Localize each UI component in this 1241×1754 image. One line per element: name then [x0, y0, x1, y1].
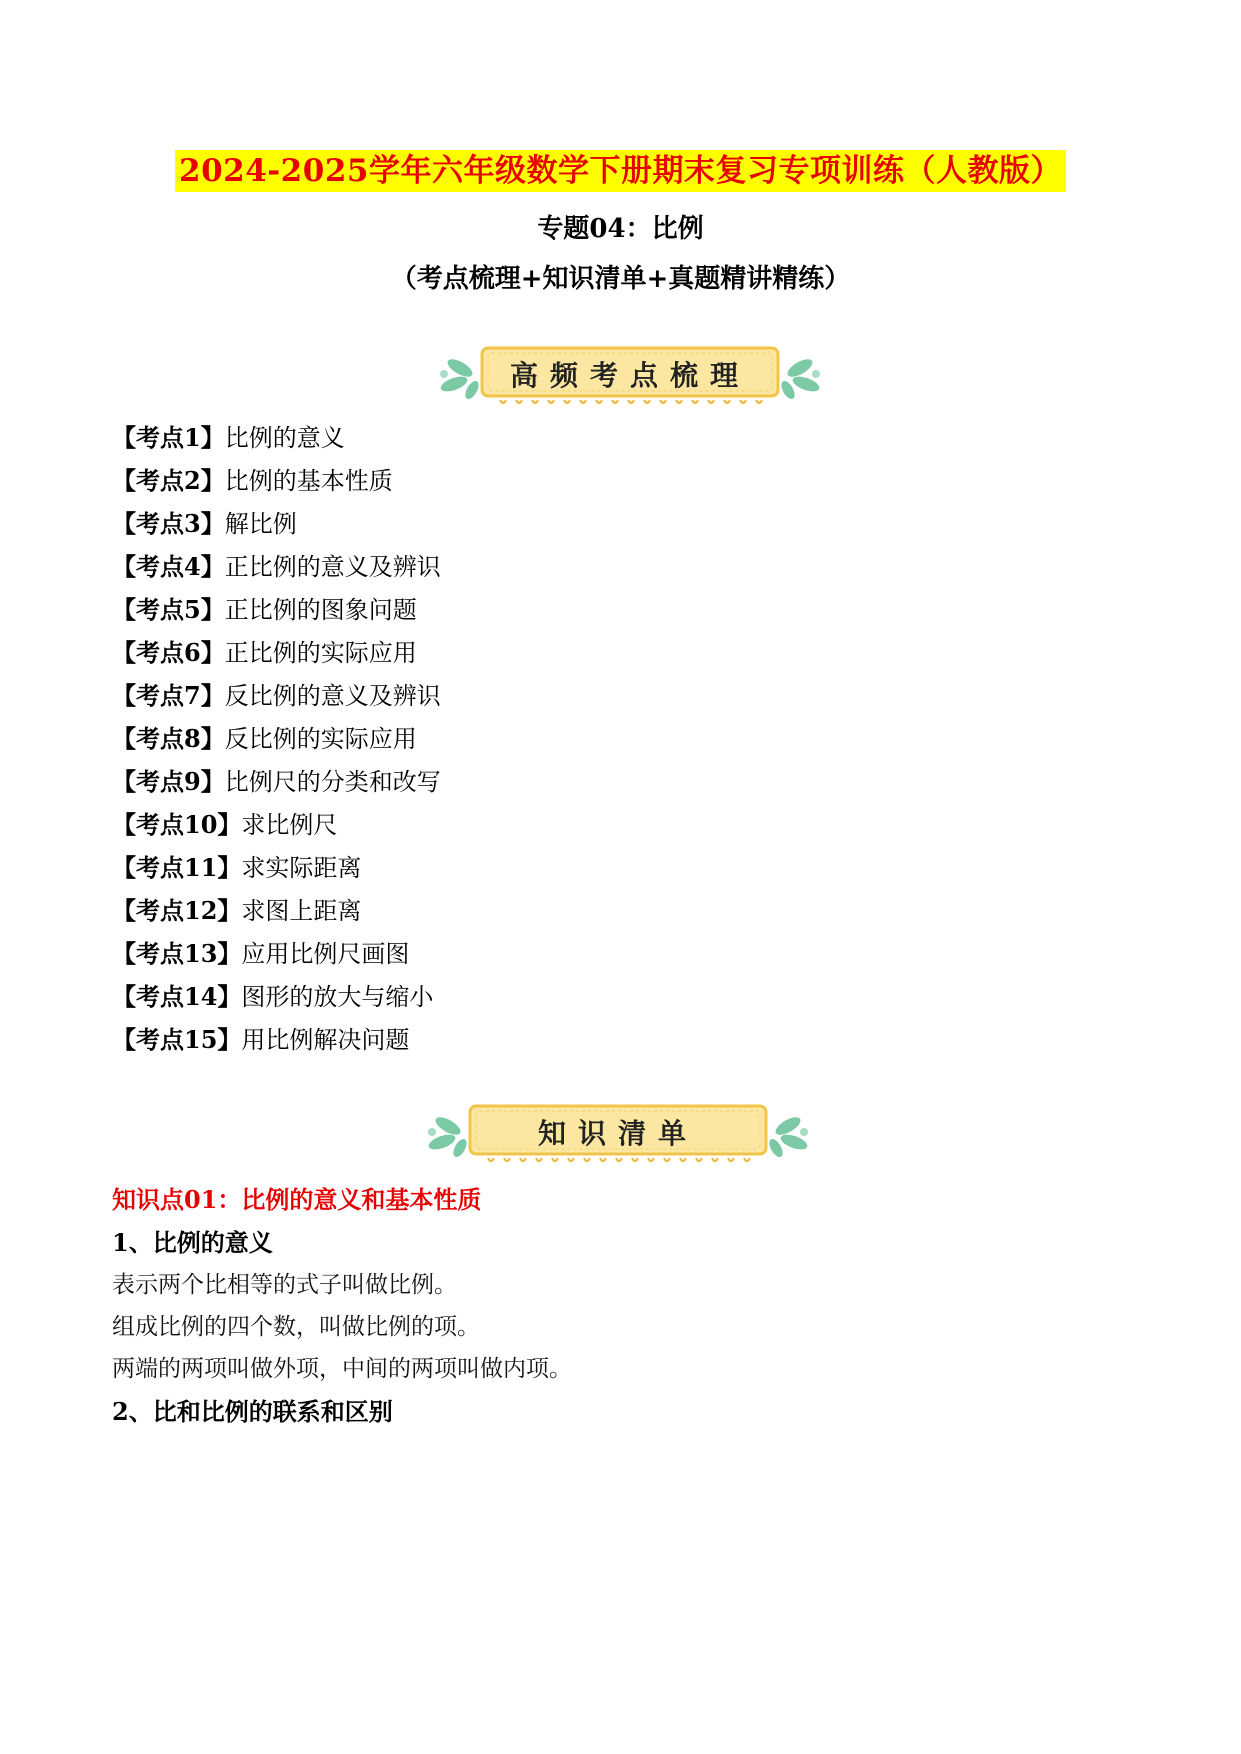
document-title: 2024-2025学年六年级数学下册期末复习专项训练（人教版）: [175, 150, 1066, 192]
knowledge-heading-1: 1、比例的意义: [112, 1228, 273, 1257]
list-item: [112, 760, 441, 803]
exam-point-text: 正比例的图象问题: [224, 596, 417, 624]
knowledge-text-line: 表示两个比相等的式子叫做比例。: [112, 1272, 457, 1298]
banner-label: 高频考点梳理: [509, 359, 750, 392]
exam-point-tag: 【考点8】: [112, 724, 225, 753]
section-banner-high-frequency: [430, 340, 830, 410]
list-item: [112, 631, 441, 674]
exam-point-tag: 【考点11】: [112, 853, 242, 882]
exam-point-tag: 【考点15】: [112, 1025, 242, 1054]
exam-point-tag: 【考点6】: [112, 638, 225, 667]
exam-point-tag: 【考点1】: [112, 423, 225, 452]
exam-point-tag: 【考点14】: [112, 982, 242, 1011]
exam-point-text: 比例的基本性质: [224, 467, 393, 495]
exam-point-text: 反比例的实际应用: [224, 725, 417, 753]
exam-point-text: 反比例的意义及辨识: [224, 682, 441, 710]
banner-label: 知识清单: [537, 1117, 698, 1150]
knowledge-text-line: 组成比例的四个数，叫做比例的项。: [112, 1314, 480, 1340]
exam-point-text: 正比例的意义及辨识: [224, 553, 441, 581]
document-tagline: （考点梳理+知识清单+真题精讲精练）: [390, 264, 851, 294]
exam-point-text: 比例尺的分类和改写: [224, 768, 441, 796]
exam-point-tag: 【考点13】: [112, 939, 242, 968]
exam-point-text: 求图上距离: [241, 897, 362, 925]
knowledge-section: [112, 1178, 1112, 1433]
list-item: [112, 803, 441, 846]
list-item: [112, 975, 441, 1018]
exam-point-tag: 【考点7】: [112, 681, 225, 710]
list-item: [112, 846, 441, 889]
knowledge-text-line: 两端的两项叫做外项，中间的两项叫做内项。: [112, 1356, 572, 1382]
knowledge-heading-2: 2、比和比例的联系和区别: [112, 1397, 393, 1426]
knowledge-point-title: 知识点01：比例的意义和基本性质: [112, 1185, 482, 1214]
exam-point-text: 解比例: [224, 510, 297, 538]
list-item: [112, 588, 441, 631]
exam-point-text: 应用比例尺画图: [241, 940, 410, 968]
exam-point-text: 图形的放大与缩小: [241, 983, 434, 1011]
list-item: [112, 459, 441, 502]
exam-point-text: 求实际距离: [241, 854, 362, 882]
list-item: [112, 1018, 441, 1061]
list-item: [112, 932, 441, 975]
exam-point-text: 正比例的实际应用: [224, 639, 417, 667]
list-item: [112, 416, 441, 459]
list-item: [112, 717, 441, 760]
list-item: [112, 674, 441, 717]
exam-point-tag: 【考点5】: [112, 595, 225, 624]
title-block: [0, 150, 1241, 192]
exam-point-list: [112, 416, 441, 1061]
exam-point-tag: 【考点12】: [112, 896, 242, 925]
exam-point-tag: 【考点3】: [112, 509, 225, 538]
list-item: [112, 889, 441, 932]
exam-point-text: 求比例尺: [241, 811, 338, 839]
list-item: [112, 545, 441, 588]
exam-point-tag: 【考点10】: [112, 810, 242, 839]
document-subtitle: 专题04：比例: [537, 214, 704, 244]
list-item: [112, 502, 441, 545]
section-banner-knowledge-list: [418, 1098, 818, 1168]
exam-point-text: 比例的意义: [224, 424, 345, 452]
exam-point-text: 用比例解决问题: [241, 1026, 410, 1054]
exam-point-tag: 【考点9】: [112, 767, 225, 796]
exam-point-tag: 【考点2】: [112, 466, 225, 495]
exam-point-tag: 【考点4】: [112, 552, 225, 581]
